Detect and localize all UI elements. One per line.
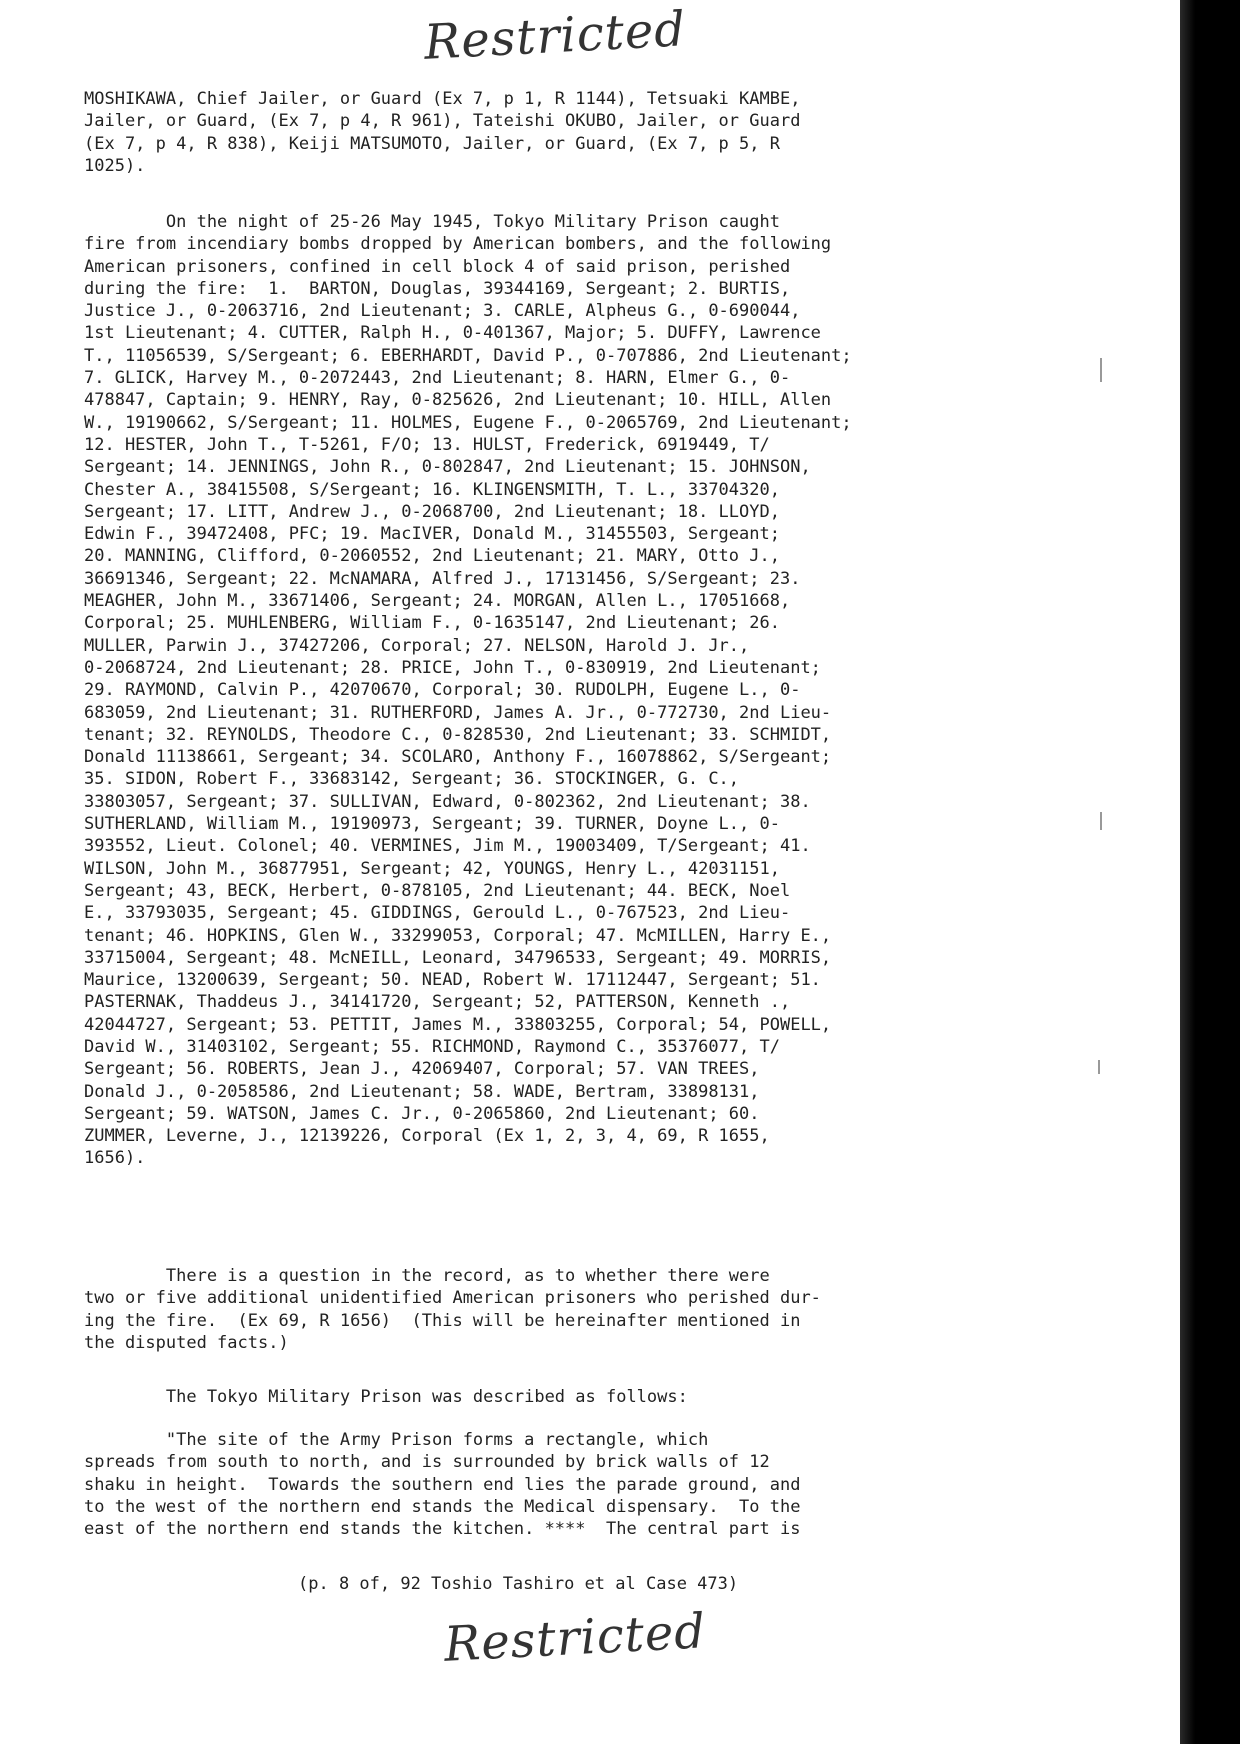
- scan-dark-edge: [1180, 0, 1240, 1744]
- paragraph-prison-intro: The Tokyo Military Prison was described as follows:: [84, 1387, 688, 1407]
- margin-mark: [1098, 1060, 1100, 1074]
- paragraph-prison-description: "The site of the Army Prison forms a rectangle, which spreads from south to north, and is surrounded by brick walls of 12 shaku in height. Towards the southern end lies the parade ground, and to the west of the northern end stands the Medical dispensary. To the east of the northern end stands the kitchen. **** The central part is: [84, 1430, 801, 1540]
- restricted-stamp-top: Restricted: [422, 1, 688, 71]
- paragraph-disputed-question: There is a question in the record, as to whether there were two or five additional unidentified American prisoners who perished dur- ing the fire. (Ex 69, R 1656) (This will be hereinafter mentioned in the disputed facts.): [84, 1266, 821, 1353]
- margin-mark: [1100, 812, 1102, 830]
- restricted-stamp-bottom: Restricted: [442, 1603, 708, 1673]
- margin-mark: [1100, 358, 1102, 382]
- page-footer: (p. 8 of, 92 Toshio Tashiro et al Case 473): [298, 1574, 739, 1594]
- paragraph-fire-victims: On the night of 25-26 May 1945, Tokyo Military Prison caught fire from incendiary bombs dropped by American bombers, and the following American prisoners, confined in cell block 4 of said prison, perished during the fire: 1. BARTON, Douglas, 39344169, Sergeant; 2. BURTIS, Justice J., 0-2063716, 2nd Lieutenant; 3. CARLE, Alpheus G., 0-690044, 1st Lieutenant; 4. CUTTER, Ralph H., 0-401367, Major; 5. DUFFY, Lawrence T., 11056539, S/Sergeant; 6. EBERHARDT, David P., 0-707886, 2nd Lieutenant; 7. GLICK, Harvey M., 0-2072443, 2nd Lieutenant; 8. HARN, Elmer G., 0- 478847, Captain; 9. HENRY, Ray, 0-825626, 2nd Lieutenant; 10. HILL, Allen W., 19190662, S/Sergeant; 11. HOLMES, Eugene F., 0-2065769, 2nd Lieutenant; 12. HESTER, John T., T-5261, F/O; 13. HULST, Frederick, 6919449, T/ Sergeant; 14. JENNINGS, John R., 0-802847, 2nd Lieutenant; 15. JOHNSON, Chester A., 38415508, S/Sergeant; 16. KLINGENSMITH, T. L., 33704320, Sergeant; 17. LITT, Andrew J., 0-2068700, 2nd Lieutenant; 18. LLOYD, Edwin F., 39472408, PFC; 19. MacIVER, Donald M., 31455503, Sergeant; 20. MANNING, Clifford, 0-2060552, 2nd Lieutenant; 21. MARY, Otto J., 36691346, Sergeant; 22. McNAMARA, Alfred J., 17131456, S/Sergeant; 23. MEAGHER, John M., 33671406, Sergeant; 24. MORGAN, Allen L., 17051668, Corporal; 25. MUHLENBERG, William F., 0-1635147, 2nd Lieutenant; 26. MULLER, Parwin J., 37427206, Corporal; 27. NELSON, Harold J. Jr., 0-2068724, 2nd Lieutenant; 28. PRICE, John T., 0-830919, 2nd Lieutenant; 29. RAYMOND, Calvin P., 42070670, Corporal; 30. RUDOLPH, Eugene L., 0- 683059, 2nd Lieutenant; 31. RUTHERFORD, James A. Jr., 0-772730, 2nd Lieu- tenant; 32. REYNOLDS, Theodore C., 0-828530, 2nd Lieutenant; 33. SCHMIDT, Donald 11138661, Sergeant; 34. SCOLARO, Anthony F., 16078862, S/Sergeant; 35. SIDON, Robert F., 33683142, Sergeant; 36. STOCKINGER, G. C., 33803057, Sergeant; 37. SULLIVAN, Edward, 0-802362, 2nd Lieutenant; 38. SUTHERLAND, William M., 19190973, Sergeant; 39. TURNER, Doyne L., 0- 393552, Lieut. Colonel; 40. VERMINES, Jim M., 19003409, T/Sergeant; 41. WILSON, John M., 36877951, Sergeant; 42, YOUNGS, Henry L., 42031151, Sergeant; 43, BECK, Herbert, 0-878105, 2nd Lieutenant; 44. BECK, Noel E., 33793035, Sergeant; 45. GIDDINGS, Gerould L., 0-767523, 2nd Lieu- tenant; 46. HOPKINS, Glen W., 33299053, Corporal; 47. McMILLEN, Harry E., 33715004, Sergeant; 48. McNEILL, Leonard, 34796533, Sergeant; 49. MORRIS, Maurice, 13200639, Sergeant; 50. NEAD, Robert W. 17112447, Sergeant; 51. PASTERNAK, Thaddeus J., 34141720, Sergeant; 52, PATTERSON, Kenneth ., 42044727, Sergeant; 53. PETTIT, James M., 33803255, Corporal; 54, POWELL, David W., 31403102, Sergeant; 55. RICHMOND, Raymond C., 35376077, T/ Sergeant; 56. ROBERTS, Jean J., 42069407, Corporal; 57. VAN TREES, Donald J., 0-2058586, 2nd Lieutenant; 58. WADE, Bertram, 33898131, Sergeant; 59. WATSON, James C. Jr., 0-2065860, 2nd Lieutenant; 60. ZUMMER, Leverne, J., 12139226, Corporal (Ex 1, 2, 3, 4, 69, R 1655, 1656).: [84, 212, 852, 1169]
- paragraph-jailers: MOSHIKAWA, Chief Jailer, or Guard (Ex 7, p 1, R 1144), Tetsuaki KAMBE, Jailer, or Guard, (Ex 7, p 4, R 961), Tateishi OKUBO, Jailer, or Guard (Ex 7, p 4, R 838), Keiji MATSUMOTO, Jailer, or Guard, (Ex 7, p 5, R 1025).: [84, 89, 801, 176]
